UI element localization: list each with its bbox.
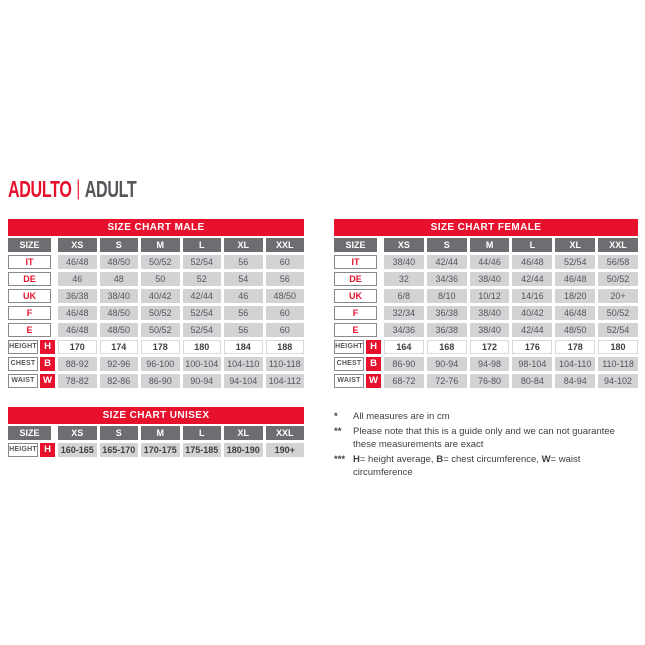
table-cell: 46 — [58, 272, 97, 286]
table-cell: 18/20 — [555, 289, 595, 303]
legend-h: H — [353, 454, 360, 465]
column-header-size: SIZE — [8, 238, 51, 252]
size-row-e — [334, 323, 638, 337]
column-header-xs: XS — [58, 238, 97, 252]
table-cell: 104-110 — [555, 357, 595, 371]
table-cell: 42/44 — [512, 272, 552, 286]
row-label: CHEST — [8, 357, 38, 371]
size-rows-group — [334, 255, 638, 337]
table-cell: 94-104 — [224, 374, 263, 388]
measure-row-height — [334, 340, 638, 354]
table-cell: 56 — [266, 272, 305, 286]
table-cell: 46/48 — [555, 306, 595, 320]
table-cell: 48/50 — [100, 306, 139, 320]
measure-rows-group — [8, 340, 304, 388]
table-cell: 188 — [266, 340, 305, 354]
size-row-it — [8, 255, 304, 269]
table-cell: 32 — [384, 272, 424, 286]
legend-w: W — [541, 454, 551, 465]
footnote-measures — [334, 410, 640, 423]
table-cell: 48/50 — [555, 323, 595, 337]
column-header-xl: XL — [224, 238, 263, 252]
footnote-legend — [334, 453, 640, 479]
column-header-m: M — [141, 426, 180, 440]
column-header-size: SIZE — [334, 238, 377, 252]
footnote-marker: * — [334, 411, 338, 422]
footnote-marker: *** — [334, 454, 346, 465]
row-label: HEIGHT — [8, 443, 38, 457]
column-header-xxl: XXL — [266, 426, 305, 440]
table-cell: 180-190 — [224, 443, 263, 457]
table-cell: 56 — [224, 306, 263, 320]
measure-row-height — [8, 443, 304, 457]
table-cell: 32/34 — [384, 306, 424, 320]
measure-label-group — [8, 374, 55, 388]
badge-h: H — [40, 443, 55, 457]
column-header-xs: XS — [384, 238, 424, 252]
table-cell: 72-76 — [427, 374, 467, 388]
table-cell: 98-104 — [512, 357, 552, 371]
table-cell: 36/38 — [427, 306, 467, 320]
table-cell: 50/52 — [141, 306, 180, 320]
table-cell: 82-86 — [100, 374, 139, 388]
measure-row-chest — [334, 357, 638, 371]
column-header-xl: XL — [224, 426, 263, 440]
table-title-bar: SIZE CHART UNISEX — [8, 407, 304, 424]
legend-h-text: = height average, — [359, 454, 437, 465]
measure-label-group — [334, 340, 381, 354]
table-cell: 42/44 — [512, 323, 552, 337]
table-cell: 176 — [512, 340, 552, 354]
measure-rows-group — [334, 340, 638, 388]
size-row-uk — [334, 289, 638, 303]
table-cell: 190+ — [266, 443, 305, 457]
table-cell: 60 — [266, 323, 305, 337]
table-cell: 46/48 — [555, 272, 595, 286]
row-label: UK — [8, 289, 51, 303]
table-cell: 94-98 — [470, 357, 510, 371]
title-secondary: ADULT — [84, 176, 137, 202]
row-label: HEIGHT — [8, 340, 38, 354]
table-cell: 90-94 — [183, 374, 222, 388]
size-row-e — [8, 323, 304, 337]
table-cell: 172 — [470, 340, 510, 354]
table-cell: 78-82 — [58, 374, 97, 388]
table-cell: 104-112 — [266, 374, 305, 388]
table-cell: 34/36 — [427, 272, 467, 286]
table-cell: 168 — [427, 340, 467, 354]
table-cell: 8/10 — [427, 289, 467, 303]
measure-rows-group — [8, 443, 304, 457]
table-cell: 80-84 — [512, 374, 552, 388]
table-cell: 88-92 — [58, 357, 97, 371]
table-cell: 160-165 — [58, 443, 97, 457]
badge-h: H — [366, 340, 381, 354]
table-cell: 38/40 — [100, 289, 139, 303]
table-cell: 52/54 — [598, 323, 638, 337]
title-separator: | — [76, 176, 80, 200]
column-header-xxl: XXL — [598, 238, 638, 252]
measure-row-chest — [8, 357, 304, 371]
page-title — [8, 176, 136, 203]
footnote-text: All measures are in cm — [353, 411, 450, 422]
badge-b: B — [40, 357, 55, 371]
table-cell: 96-100 — [141, 357, 180, 371]
measure-row-height — [8, 340, 304, 354]
legend-b: B — [436, 454, 444, 465]
size-chart-male-table — [8, 219, 304, 391]
table-cell: 34/36 — [384, 323, 424, 337]
table-cell: 48/50 — [266, 289, 305, 303]
row-label: E — [334, 323, 377, 337]
table-title-bar: SIZE CHART FEMALE — [334, 219, 638, 236]
table-cell: 100-104 — [183, 357, 222, 371]
column-header-row — [8, 238, 304, 252]
table-cell: 36/38 — [427, 323, 467, 337]
table-cell: 184 — [224, 340, 263, 354]
size-row-de — [8, 272, 304, 286]
row-label: UK — [334, 289, 377, 303]
table-cell: 110-118 — [598, 357, 638, 371]
table-cell: 20+ — [598, 289, 638, 303]
measure-row-waist — [8, 374, 304, 388]
column-header-xs: XS — [58, 426, 97, 440]
size-row-it — [334, 255, 638, 269]
table-cell: 50/52 — [598, 272, 638, 286]
table-cell: 48/50 — [100, 255, 139, 269]
table-cell: 175-185 — [183, 443, 222, 457]
measure-label-group — [334, 357, 381, 371]
table-cell: 36/38 — [58, 289, 97, 303]
table-cell: 38/40 — [470, 323, 510, 337]
column-header-l: L — [183, 426, 222, 440]
table-cell: 54 — [224, 272, 263, 286]
table-cell: 174 — [100, 340, 139, 354]
table-cell: 52/54 — [183, 255, 222, 269]
table-cell: 46 — [224, 289, 263, 303]
table-cell: 60 — [266, 255, 305, 269]
table-cell: 104-110 — [224, 357, 263, 371]
table-cell: 56 — [224, 323, 263, 337]
table-cell: 14/16 — [512, 289, 552, 303]
table-cell: 50/52 — [141, 255, 180, 269]
table-cell: 38/40 — [470, 272, 510, 286]
table-cell: 52/54 — [183, 323, 222, 337]
table-cell: 42/44 — [183, 289, 222, 303]
table-cell: 180 — [183, 340, 222, 354]
measure-label-group — [8, 357, 55, 371]
row-label: IT — [334, 255, 377, 269]
table-cell: 46/48 — [58, 306, 97, 320]
column-header-s: S — [100, 426, 139, 440]
row-label: CHEST — [334, 357, 364, 371]
badge-w: W — [40, 374, 55, 388]
column-header-m: M — [141, 238, 180, 252]
table-cell: 86-90 — [384, 357, 424, 371]
row-label: F — [8, 306, 51, 320]
row-label: DE — [8, 272, 51, 286]
table-cell: 46/48 — [58, 323, 97, 337]
table-cell: 60 — [266, 306, 305, 320]
column-header-l: L — [512, 238, 552, 252]
table-cell: 38/40 — [384, 255, 424, 269]
table-cell: 40/42 — [512, 306, 552, 320]
column-header-row — [334, 238, 638, 252]
table-title-bar: SIZE CHART MALE — [8, 219, 304, 236]
table-cell: 56/58 — [598, 255, 638, 269]
table-cell: 50/52 — [598, 306, 638, 320]
table-cell: 52 — [183, 272, 222, 286]
size-row-de — [334, 272, 638, 286]
table-cell: 170 — [58, 340, 97, 354]
table-cell: 110-118 — [266, 357, 305, 371]
size-row-uk — [8, 289, 304, 303]
footnote-marker: ** — [334, 426, 342, 437]
table-cell: 92-96 — [100, 357, 139, 371]
table-cell: 178 — [555, 340, 595, 354]
badge-h: H — [40, 340, 55, 354]
table-cell: 68-72 — [384, 374, 424, 388]
row-label: WAIST — [334, 374, 364, 388]
table-cell: 94-102 — [598, 374, 638, 388]
table-cell: 52/54 — [555, 255, 595, 269]
table-cell: 46/48 — [512, 255, 552, 269]
table-cell: 42/44 — [427, 255, 467, 269]
legend-w-text: = waist circumference — [353, 454, 581, 478]
table-cell: 50/52 — [141, 323, 180, 337]
row-label: DE — [334, 272, 377, 286]
row-label: HEIGHT — [334, 340, 364, 354]
table-cell: 44/46 — [470, 255, 510, 269]
table-cell: 165-170 — [100, 443, 139, 457]
badge-w: W — [366, 374, 381, 388]
title-primary: ADULTO — [8, 176, 72, 202]
footnote-text: Please note that this is a guide only and we can not guarantee these measurements are exact — [353, 426, 615, 450]
legend-b-text: = chest circumference, — [443, 454, 542, 465]
table-cell: 50 — [141, 272, 180, 286]
footnotes — [334, 410, 640, 481]
column-header-s: S — [427, 238, 467, 252]
table-cell: 76-80 — [470, 374, 510, 388]
table-cell: 180 — [598, 340, 638, 354]
row-label: F — [334, 306, 377, 320]
table-cell: 84-94 — [555, 374, 595, 388]
table-cell: 56 — [224, 255, 263, 269]
column-header-row — [8, 426, 304, 440]
measure-label-group — [8, 340, 55, 354]
table-cell: 40/42 — [141, 289, 180, 303]
table-cell: 10/12 — [470, 289, 510, 303]
footnote-guide — [334, 425, 640, 451]
badge-b: B — [366, 357, 381, 371]
column-header-xxl: XXL — [266, 238, 305, 252]
table-cell: 178 — [141, 340, 180, 354]
table-cell: 48/50 — [100, 323, 139, 337]
row-label: WAIST — [8, 374, 38, 388]
size-row-f — [8, 306, 304, 320]
table-cell: 164 — [384, 340, 424, 354]
row-label: E — [8, 323, 51, 337]
table-cell: 6/8 — [384, 289, 424, 303]
measure-label-group — [8, 443, 55, 457]
table-cell: 90-94 — [427, 357, 467, 371]
table-cell: 46/48 — [58, 255, 97, 269]
measure-label-group — [334, 374, 381, 388]
table-cell: 170-175 — [141, 443, 180, 457]
column-header-s: S — [100, 238, 139, 252]
table-cell: 48 — [100, 272, 139, 286]
column-header-l: L — [183, 238, 222, 252]
size-row-f — [334, 306, 638, 320]
column-header-m: M — [470, 238, 510, 252]
table-cell: 86-90 — [141, 374, 180, 388]
row-label: IT — [8, 255, 51, 269]
size-rows-group — [8, 255, 304, 337]
table-cell: 52/54 — [183, 306, 222, 320]
footnote-text — [353, 453, 640, 479]
column-header-xl: XL — [555, 238, 595, 252]
size-chart-unisex-table — [8, 407, 304, 460]
table-cell: 38/40 — [470, 306, 510, 320]
column-header-size: SIZE — [8, 426, 51, 440]
measure-row-waist — [334, 374, 638, 388]
size-chart-female-table — [334, 219, 638, 391]
